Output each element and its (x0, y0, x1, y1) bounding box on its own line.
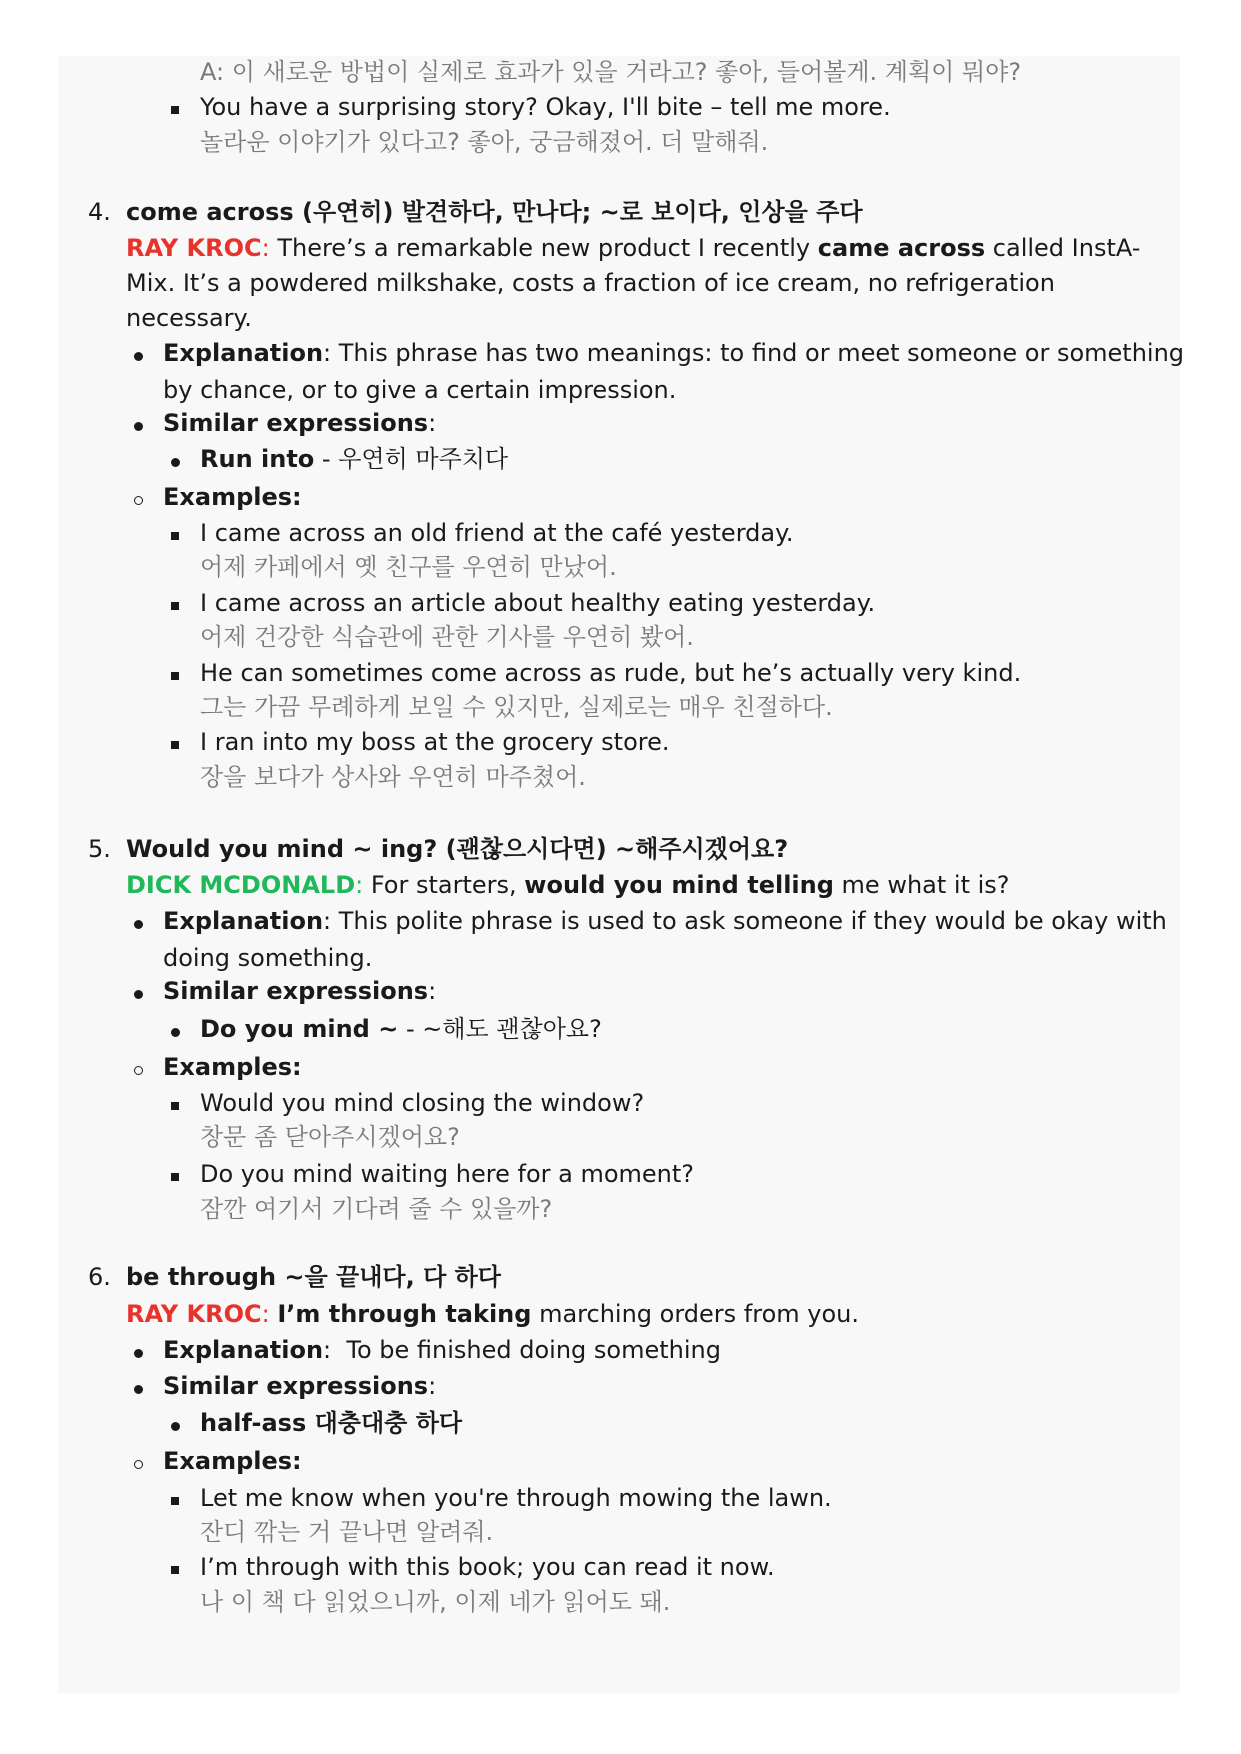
square-bullet-icon (171, 672, 179, 680)
examples-heading: Examples: (163, 483, 302, 511)
section-number: 4. (88, 198, 111, 226)
circle-bullet-icon (134, 1066, 143, 1075)
bullet-icon (134, 422, 143, 431)
similar-phrase: half-ass 대충대충 하다 (200, 1409, 463, 1437)
similar-expression-item (200, 1012, 602, 1046)
example-ko-line: 잔디 깎는 거 끝나면 알려줘. (200, 1518, 494, 1546)
example-ko-line: 장을 보다가 상사와 우연히 마주쳤어. (200, 763, 586, 791)
similar-expressions-heading (163, 1369, 436, 1403)
example-ko-line: 그는 가끔 무례하게 보일 수 있지만, 실제로는 매우 친절하다. (200, 693, 833, 721)
example-en-line: I ran into my boss at the grocery store. (200, 728, 670, 756)
bullet-icon (134, 990, 143, 999)
similar-label: Similar expressions (163, 409, 429, 437)
similar-label: Similar expressions (163, 977, 429, 1005)
explanation-label: Explanation (163, 1336, 324, 1364)
explanation-line (163, 1333, 721, 1367)
bullet-icon (171, 458, 180, 467)
similar-label: Similar expressions (163, 1372, 429, 1400)
circle-bullet-icon (134, 496, 143, 505)
bullet-icon (134, 1349, 143, 1358)
similar-expression-item (200, 442, 508, 476)
example-ko-line: 어제 카페에서 옛 친구를 우연히 만났어. (200, 553, 617, 581)
square-bullet-icon (171, 532, 179, 540)
explanation-text: : This polite phrase is used to ask someone if they would be okay with (323, 907, 1167, 935)
example-en-line: Do you mind waiting here for a moment? (200, 1160, 695, 1188)
explanation-text: : To be finished doing something (323, 1336, 721, 1364)
dialogue-line (126, 1297, 859, 1331)
explanation-text: : This phrase has two meanings: to find or meet someone or something (323, 339, 1185, 367)
example-en-line: I came across an old friend at the café yesterday. (200, 519, 794, 547)
quote-text: called InstA- (985, 234, 1141, 262)
explanation-line (163, 904, 1167, 938)
example-en-line: Would you mind closing the window? (200, 1089, 645, 1117)
quote-text: me what it is? (833, 871, 1010, 899)
speaker-colon: : (355, 871, 364, 899)
section-title: be through ~을 끝내다, 다 하다 (126, 1263, 501, 1291)
similar-colon: : (428, 977, 437, 1005)
explanation-label: Explanation (163, 907, 324, 935)
circle-bullet-icon (134, 1460, 143, 1469)
bullet-icon (134, 920, 143, 929)
quote-key-phrase: I’m through taking (277, 1300, 532, 1328)
square-bullet-icon (171, 741, 179, 749)
similar-meaning: - 우연히 마주치다 (314, 445, 509, 473)
example-ko-line: A: 이 새로운 방법이 실제로 효과가 있을 거라고? 좋아, 들어볼게. 계획이 뭐야? (200, 58, 1022, 86)
example-ko-line: 나 이 책 다 읽었으니까, 이제 네가 읽어도 돼. (200, 1588, 671, 1616)
square-bullet-icon (171, 1566, 179, 1574)
section-title: Would you mind ~ ing? (괜찮으시다면) ~해주시겠어요? (126, 835, 789, 863)
example-ko-line: 잠깐 여기서 기다려 줄 수 있을까? (200, 1195, 553, 1223)
square-bullet-icon (171, 602, 179, 610)
quote-key-phrase: came across (817, 234, 986, 262)
explanation-label: Explanation (163, 339, 324, 367)
explanation-line: doing something. (163, 944, 373, 972)
square-bullet-icon (171, 1102, 179, 1110)
bullet-icon (171, 1422, 180, 1431)
similar-colon: : (428, 409, 437, 437)
example-en-line: I came across an article about healthy eating yesterday. (200, 589, 876, 617)
section-title: come across (우연히) 발견하다, 만나다; ~로 보이다, 인상을 주다 (126, 198, 863, 226)
example-en-line: He can sometimes come across as rude, but he’s actually very kind. (200, 659, 1022, 687)
bullet-icon (134, 1385, 143, 1394)
speaker-colon: : (261, 234, 270, 262)
dialogue-line (126, 231, 1140, 265)
similar-phrase: Do you mind ~ (200, 1015, 399, 1043)
section-number: 5. (88, 835, 111, 863)
square-bullet-icon (171, 1497, 179, 1505)
dialogue-line: Mix. It’s a powdered milkshake, costs a fraction of ice cream, no refrigeration (126, 269, 1055, 297)
similar-expression-item (200, 1406, 462, 1440)
dialogue-line: necessary. (126, 304, 252, 332)
speaker-colon: : (261, 1300, 270, 1328)
square-bullet-icon (171, 1173, 179, 1181)
similar-colon: : (428, 1372, 437, 1400)
example-en-line: I’m through with this book; you can read it now. (200, 1553, 775, 1581)
quote-text: For starters, (363, 871, 525, 899)
bullet-icon (171, 1028, 180, 1037)
square-bullet-icon (171, 106, 179, 114)
bullet-icon (134, 352, 143, 361)
quote-key-phrase: would you mind telling (524, 871, 834, 899)
example-ko-line: 놀라운 이야기가 있다고? 좋아, 궁금해졌어. 더 말해줘. (200, 128, 769, 156)
explanation-line (163, 336, 1184, 370)
quote-text: marching orders from you. (531, 1300, 859, 1328)
example-en-line: You have a surprising story? Okay, I'll bite – tell me more. (200, 93, 891, 121)
examples-heading: Examples: (163, 1053, 302, 1081)
speaker-name: DICK MCDONALD (126, 871, 356, 899)
similar-meaning: - ~해도 괜찮아요? (398, 1015, 602, 1043)
quote-text: There’s a remarkable new product I recently (269, 234, 818, 262)
similar-expressions-heading (163, 974, 436, 1008)
speaker-name: RAY KROC (126, 234, 262, 262)
example-ko-line: 창문 좀 닫아주시겠어요? (200, 1123, 460, 1151)
examples-heading: Examples: (163, 1447, 302, 1475)
similar-phrase: Run into (200, 445, 315, 473)
speaker-name: RAY KROC (126, 1300, 262, 1328)
example-ko-line: 어제 건강한 식습관에 관한 기사를 우연히 봤어. (200, 623, 694, 651)
section-number: 6. (88, 1263, 111, 1291)
example-en-line: Let me know when you're through mowing the lawn. (200, 1484, 832, 1512)
explanation-line: by chance, or to give a certain impression. (163, 376, 677, 404)
similar-expressions-heading (163, 406, 436, 440)
dialogue-line (126, 868, 1010, 902)
